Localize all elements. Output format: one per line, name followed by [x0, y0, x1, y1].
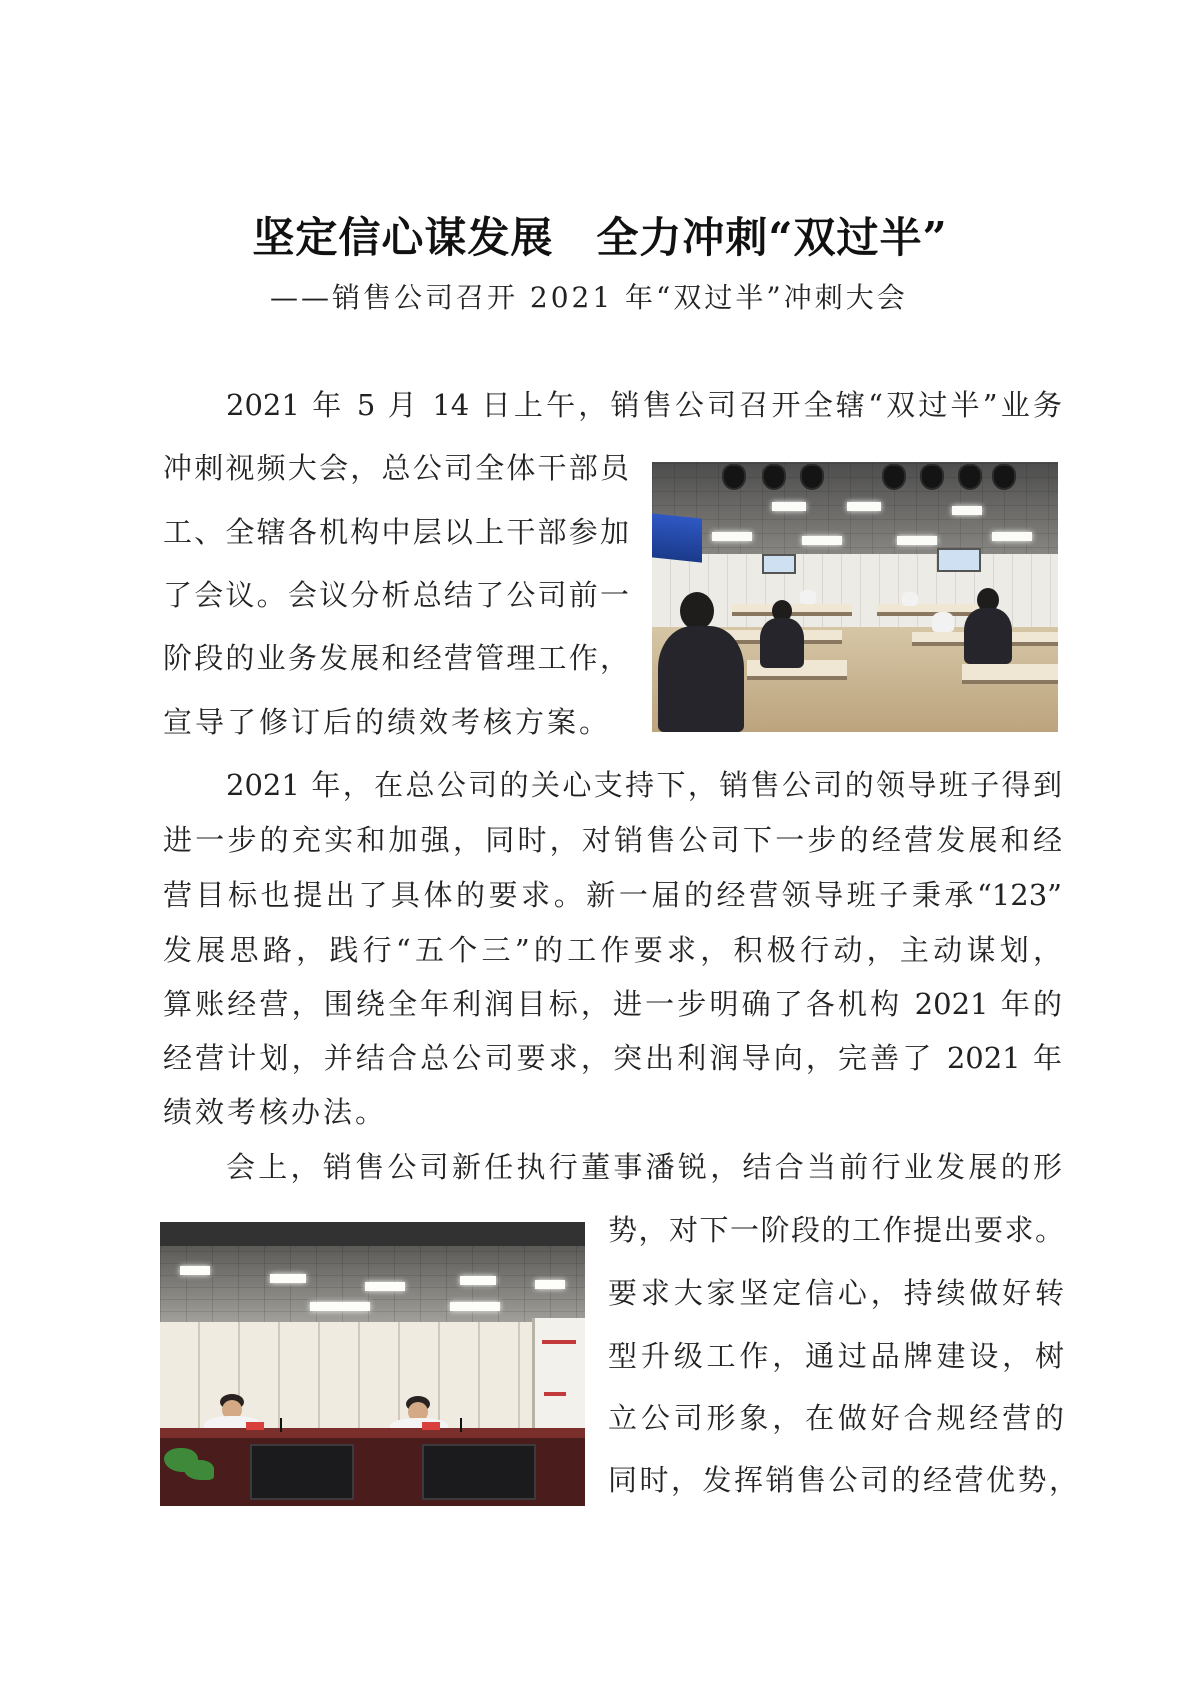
attendee: [932, 612, 954, 632]
attendee: [800, 590, 816, 604]
paragraph-1-line-6: 宣导了修订后的绩效考核方案。: [163, 705, 612, 739]
ceiling-light: [992, 532, 1032, 541]
ceiling-light: [535, 1280, 565, 1289]
paragraph-2-line-4: 发展思路，践行“五个三”的工作要求，积极行动，主动谋划，: [163, 933, 1062, 967]
paragraph-1-line-3: 工、全辖各机构中层以上干部参加: [163, 515, 629, 549]
side-screen: [532, 1318, 585, 1438]
ceiling-light: [180, 1266, 210, 1275]
ceiling-light: [952, 506, 982, 515]
ceiling-band: [160, 1222, 585, 1246]
screen-marking: [542, 1340, 576, 1344]
display-screen: [937, 548, 981, 572]
paragraph-2-line-7: 绩效考核办法。: [163, 1095, 388, 1129]
microphone: [280, 1418, 282, 1432]
ceiling-light: [772, 502, 806, 511]
ceiling-light: [897, 536, 937, 545]
article-subtitle: ——销售公司召开 2021 年“双过半”冲刺大会: [270, 281, 908, 314]
ceiling-light: [365, 1282, 405, 1291]
ceiling-light: [310, 1302, 370, 1311]
spotlight: [994, 466, 1014, 488]
paragraph-2-line-5: 算账经营，围绕全年利润目标，进一步明确了各机构 2021 年的: [163, 987, 1062, 1021]
plant: [184, 1460, 214, 1480]
paragraph-2-line-3: 营目标也提出了具体的要求。新一届的经营领导班子秉承“123”: [163, 878, 1062, 912]
attendee-head: [680, 592, 714, 630]
ceiling-light: [450, 1302, 500, 1311]
name-card: [422, 1422, 440, 1430]
attendee-body: [964, 608, 1012, 664]
ceiling-light: [270, 1274, 306, 1283]
display-screen: [762, 554, 796, 574]
paragraph-3-line-1: 会上，销售公司新任执行董事潘锐，结合当前行业发展的形: [226, 1150, 1062, 1184]
monitor: [250, 1444, 354, 1500]
microphone: [460, 1418, 462, 1432]
screen-marking: [544, 1392, 566, 1396]
paragraph-2-line-6: 经营计划，并结合总公司要求，突出利润导向，完善了 2021 年: [163, 1041, 1062, 1075]
ceiling-light: [712, 532, 752, 541]
spotlight: [724, 466, 744, 488]
monitor: [422, 1444, 536, 1500]
paragraph-2-line-1: 2021 年，在总公司的关心支持下，销售公司的领导班子得到: [226, 768, 1062, 802]
meeting-room-photo-1: [652, 462, 1058, 732]
desk: [962, 664, 1058, 684]
paragraph-1-line-4: 了会议。会议分析总结了公司前一: [163, 578, 629, 612]
ceiling-light: [847, 502, 881, 511]
blue-display-screen: [652, 513, 702, 562]
paragraph-1-line-5: 阶段的业务发展和经营管理工作，: [163, 641, 629, 675]
paragraph-1-line-2: 冲刺视频大会，总公司全体干部员: [163, 451, 629, 485]
paragraph-3-line-6: 同时，发挥销售公司的经营优势，: [608, 1463, 1078, 1497]
meeting-podium-photo-2: [160, 1222, 585, 1506]
paragraph-3-line-2: 势，对下一阶段的工作提出要求。: [608, 1213, 1064, 1247]
spotlight: [884, 466, 904, 488]
attendee: [902, 592, 918, 606]
paragraph-3-line-4: 型升级工作，通过品牌建设，树: [608, 1339, 1064, 1373]
paragraph-3-line-3: 要求大家坚定信心，持续做好转: [608, 1276, 1064, 1310]
spotlight: [922, 466, 942, 488]
ceiling-light: [802, 536, 842, 545]
spotlight: [802, 466, 822, 488]
attendee-body: [760, 618, 804, 668]
paragraph-1-line-1: 2021 年 5 月 14 日上午，销售公司召开全辖“双过半”业务: [226, 388, 1062, 422]
paragraph-3-line-5: 立公司形象，在做好合规经营的: [608, 1401, 1064, 1435]
desk: [732, 604, 852, 616]
spotlight: [960, 466, 980, 488]
name-card: [246, 1422, 264, 1430]
attendee-body: [658, 626, 744, 732]
ceiling-light: [460, 1276, 496, 1285]
spotlight: [764, 466, 784, 488]
paragraph-2-line-2: 进一步的充实和加强，同时，对销售公司下一步的经营发展和经: [163, 823, 1062, 857]
article-title: 坚定信心谋发展 全力冲刺“双过半”: [252, 213, 948, 262]
